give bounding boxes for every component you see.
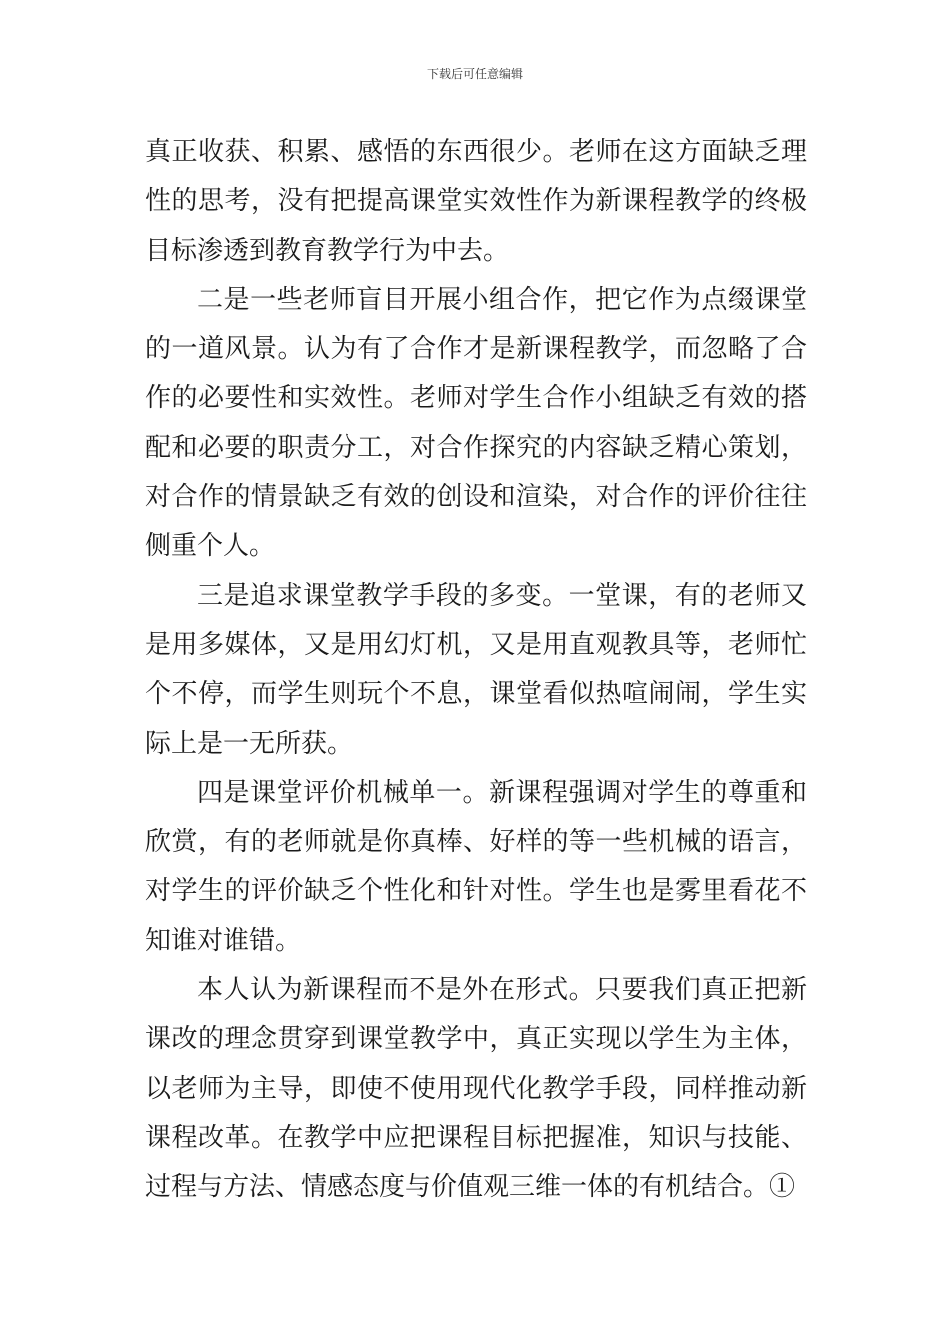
header-note: 下载后可任意编辑 bbox=[426, 67, 523, 81]
paragraph-3: 三是追求课堂教学手段的多变。一堂课，有的老师又是用多媒体，又是用幻灯机，又是用直观教具等，老师忙个不停，而学生则玩个不息，课堂看似热喧闹闹，学生实际上是一无所获。 bbox=[145, 580, 807, 759]
paragraph-2: 二是一些老师盲目开展小组合作，把它作为点缀课堂的一道风景。认为有了合作才是新课程教学，而忽略了合作的必要性和实效性。老师对学生合作小组缺乏有效的搭配和必要的职责分工，对合作探究的内容缺乏精心策划，对合作的情景缺乏有效的创设和渲染，对合作的评价往往侧重个人。 bbox=[145, 284, 807, 562]
paragraph-5: 本人认为新课程而不是外在形式。只要我们真正把新课改的理念贯穿到课堂教学中，真正实现以学生为主体，以老师为主导，即使不使用现代化教学手段，同样推动新课程改革。在教学中应把课程目标把握准，知识与技能、过程与方法、情感态度与价值观三维一体的有机结合。① bbox=[145, 975, 807, 1203]
paragraph-4: 四是课堂评价机械单一。新课程强调对学生的尊重和欣赏，有的老师就是你真棒、好样的等一些机械的语言，对学生的评价缺乏个性化和针对性。学生也是雾里看花不知谁对谁错。 bbox=[145, 777, 807, 956]
body-text bbox=[145, 128, 807, 1213]
paragraph-1: 真正收获、积累、感悟的东西很少。老师在这方面缺乏理性的思考，没有把提高课堂实效性作为新课程教学的终极目标渗透到教育教学行为中去。 bbox=[145, 137, 807, 266]
